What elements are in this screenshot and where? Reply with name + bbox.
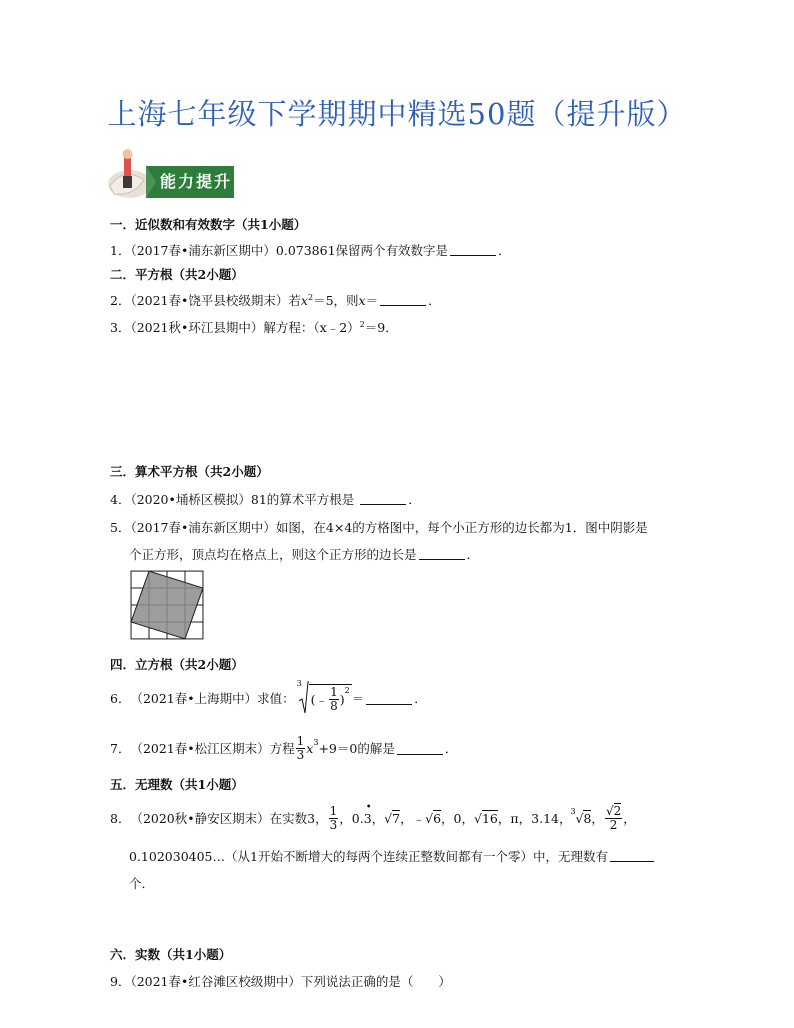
question-3: 3．（2021秋•环江县期中）解方程：（x﹣2）$^2$＝9． [110,319,398,335]
answer-blank[interactable] [419,547,465,560]
grid-figure [130,570,204,640]
shaded-square [131,571,203,639]
question-8: 8． （2020秋•静安区期末） 在实数3， $\frac{1}{3}$ ， 0. • 3 ， √ 7 ， ﹣ √ 6 ， 0 ， √ 16 ， π ， 3.14 ， 3 √ 8 ， $\frac{√2}{2}$ ， [110,801,636,832]
answer-blank[interactable] [610,849,654,862]
section-heading: 五．无理数（共1小题） [110,777,244,792]
section-heading: 一．近似数和有效数字（共1小题） [110,217,307,232]
answer-blank[interactable] [450,243,496,256]
answer-blank[interactable] [380,293,426,306]
question-5-line2: 个正方形，顶点均在格点上，则这个正方形的边长是 ． [129,547,480,562]
question-8-line2: 0.102030405…（从1开始不断增大的每两个连续正整数间都有一个零）中，无理数有 [129,847,656,865]
page-title: 上海七年级下学期期中精选50题（提升版） [107,97,687,131]
section-heading: 四．立方根（共2小题） [110,657,244,672]
answer-blank[interactable] [360,492,406,505]
answer-blank[interactable] [397,742,443,755]
question-8-line3: 个． [129,876,155,891]
ability-badge [104,146,238,202]
question-9: 9．（2021春•红谷滩区校级期中）下列说法正确的是（ ） [110,974,451,989]
section-heading: 二．平方根（共2小题） [110,267,244,282]
question-4: 4．（2020•埇桥区模拟）81的算术平方根是 ． [110,492,421,507]
section-heading: 六．实数（共1小题） [110,947,232,962]
question-2: 2．（2021春•饶平县校级期末）若$x^2=5$，则x＝ ． [110,292,441,308]
cube-root-expression: 3 ( ﹣ $\frac{1}{8}$ ) 2 [299,681,352,715]
question-7: 7． （2021春•松江区期末） 方程 $\frac{1}{3}$ x 3 +9＝0的解是 ． [110,733,458,762]
question-1: 1．（2017春•浦东新区期中）0.073861保留两个有效数字是 ． [110,243,511,258]
badge-label: 能力提升 [160,172,233,191]
answer-blank[interactable] [366,692,412,705]
question-6: 6． （2021春•上海期中） 求值： 3 ( ﹣ $\frac{1}{8}$ ) 2 ＝ ． [110,680,427,716]
section-heading: 三．算术平方根（共2小题） [110,464,269,479]
question-5: 5．（2017春•浦东新区期中）如图，在4×4的方格图中，每个小正方形的边长都为1．图中阴影是 [110,520,648,535]
